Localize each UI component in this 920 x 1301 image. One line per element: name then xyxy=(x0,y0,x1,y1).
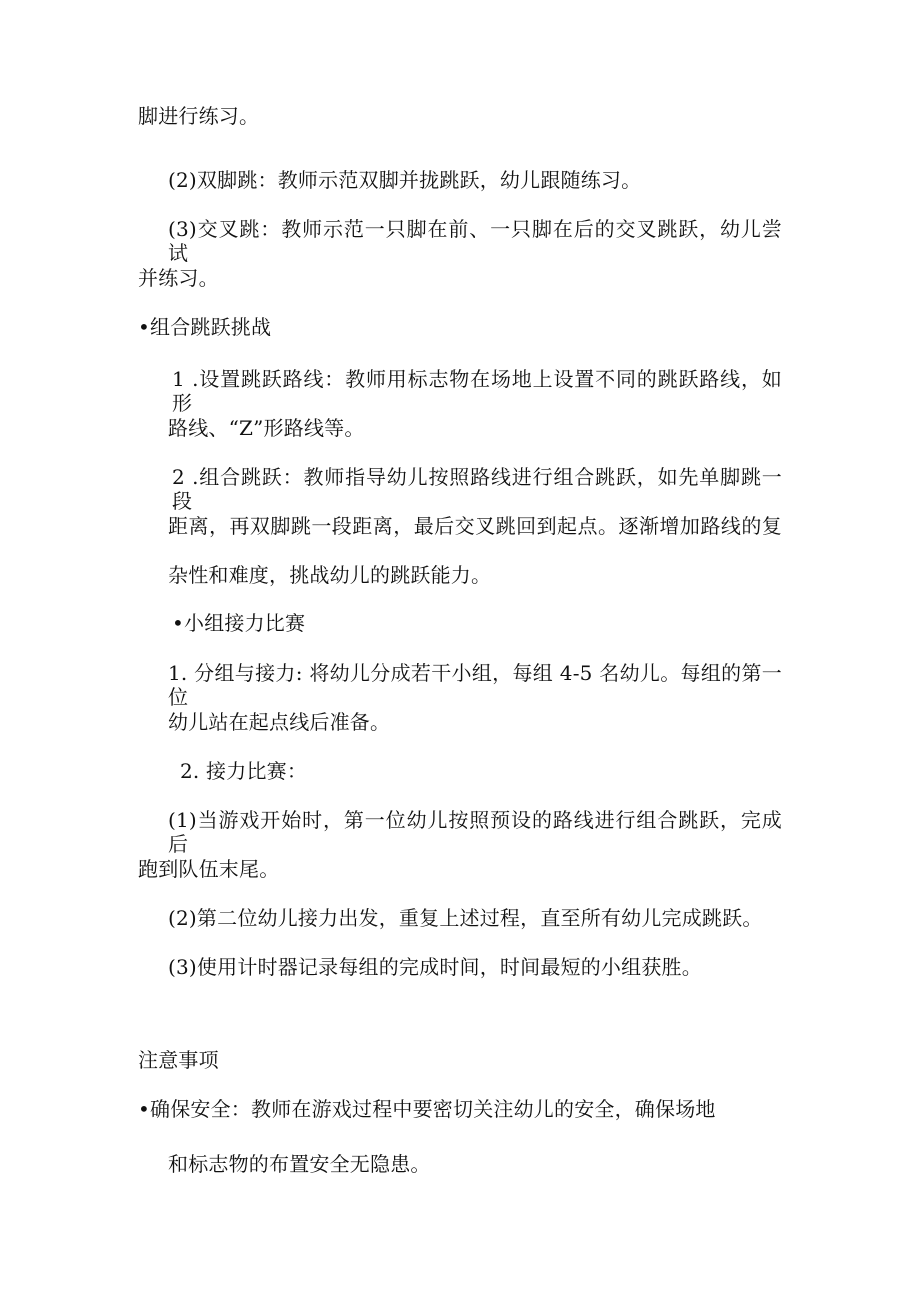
text-line-grouping: 1. 分组与接力: 将幼儿分成若干小组，每组 4-5 名幼儿。每组的第一位 xyxy=(168,661,782,709)
section-heading-combination-jump: •组合跳跃挑战 xyxy=(138,315,272,339)
text-line-double-foot-jump: (2)双脚跳：教师示范双脚并拢跳跃，幼儿跟随练习。 xyxy=(168,168,642,192)
text-line-continuation: 脚进行练习。 xyxy=(138,104,260,128)
text-line-ensure-safety-continuation: 和标志物的布置安全无隐患。 xyxy=(168,1152,431,1176)
text-line-set-route: 1 .设置跳跃路线：教师用标志物在场地上设置不同的跳跃路线，如形 xyxy=(172,367,782,415)
text-line-cross-jump: (3)交叉跳：教师示范一只脚在前、一只脚在后的交叉跳跃，幼儿尝试 xyxy=(168,217,782,265)
text-line-relay-step-3: (3)使用计时器记录每组的完成时间，时间最短的小组获胜。 xyxy=(168,955,702,979)
text-line-relay-step-1: (1)当游戏开始时，第一位幼儿按照预设的路线进行组合跳跃，完成后 xyxy=(168,808,782,856)
text-line-relay-step-1-continuation: 跑到队伍末尾。 xyxy=(138,857,280,881)
text-line-relay-step-2: (2)第二位幼儿接力出发，重复上述过程，直至所有幼儿完成跳跃。 xyxy=(168,906,763,930)
text-line-combination-jump-continuation-2: 杂性和难度，挑战幼儿的跳跃能力。 xyxy=(168,563,492,587)
text-line-grouping-continuation: 幼儿站在起点线后准备。 xyxy=(168,710,391,734)
text-line-combination-jump-continuation-1: 距离，再双脚跳一段距离，最后交叉跳回到起点。逐渐增加路线的复 xyxy=(168,514,782,538)
text-line-relay-race: 2. 接力比赛： xyxy=(180,759,308,783)
section-heading-notes: 注意事项 xyxy=(138,1048,219,1072)
text-line-set-route-continuation: 路线、“Z”形路线等。 xyxy=(168,416,365,440)
section-heading-group-relay: •小组接力比赛 xyxy=(172,611,306,635)
text-line-combination-jump: 2 .组合跳跃：教师指导幼儿按照路线进行组合跳跃，如先单脚跳一段 xyxy=(172,465,782,513)
text-line-cross-jump-continuation: 并练习。 xyxy=(138,266,219,290)
text-line-ensure-safety: •确保安全：教师在游戏过程中要密切关注幼儿的安全，确保场地 xyxy=(138,1097,716,1121)
